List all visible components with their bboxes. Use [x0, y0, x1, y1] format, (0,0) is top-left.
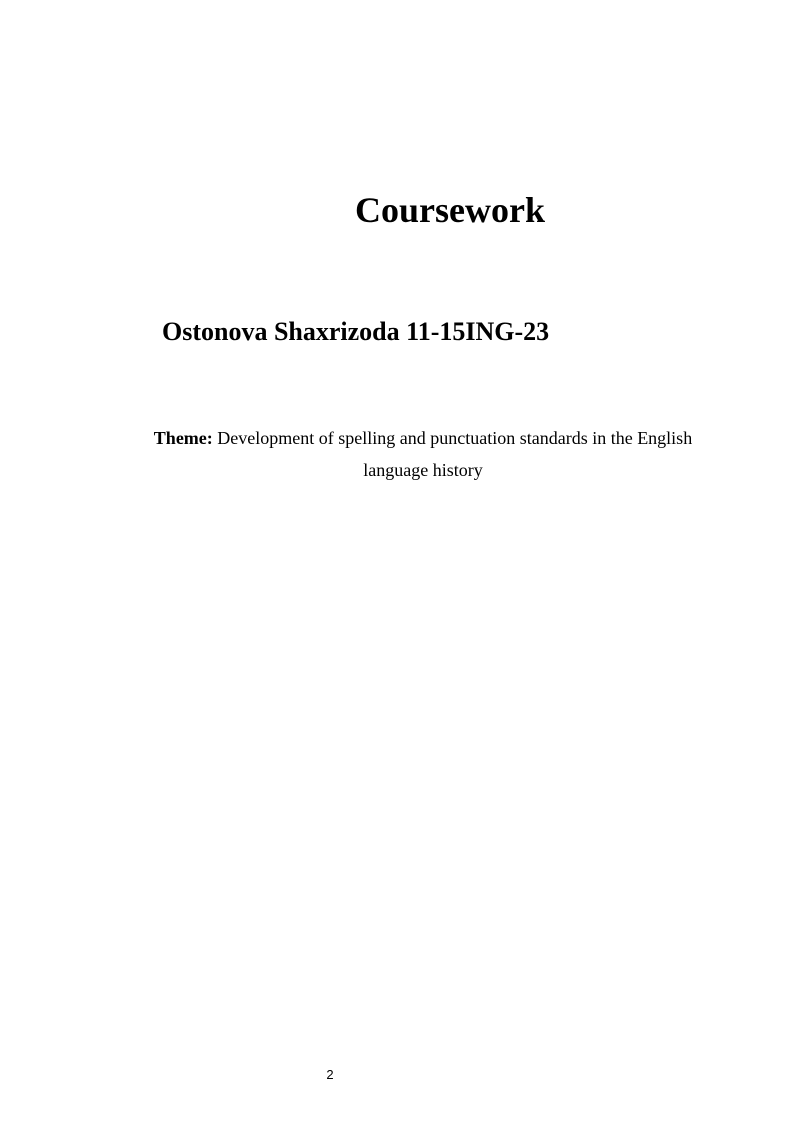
theme-paragraph: [120, 422, 726, 486]
theme-text: Development of spelling and punctuation standards in the English language history: [217, 428, 693, 480]
author-line: Ostonova Shaxrizoda 11-15ING-23: [162, 317, 550, 346]
document-title: Coursework: [355, 190, 545, 230]
page-number: 2: [326, 1067, 334, 1082]
theme-label: Theme:: [153, 428, 213, 448]
